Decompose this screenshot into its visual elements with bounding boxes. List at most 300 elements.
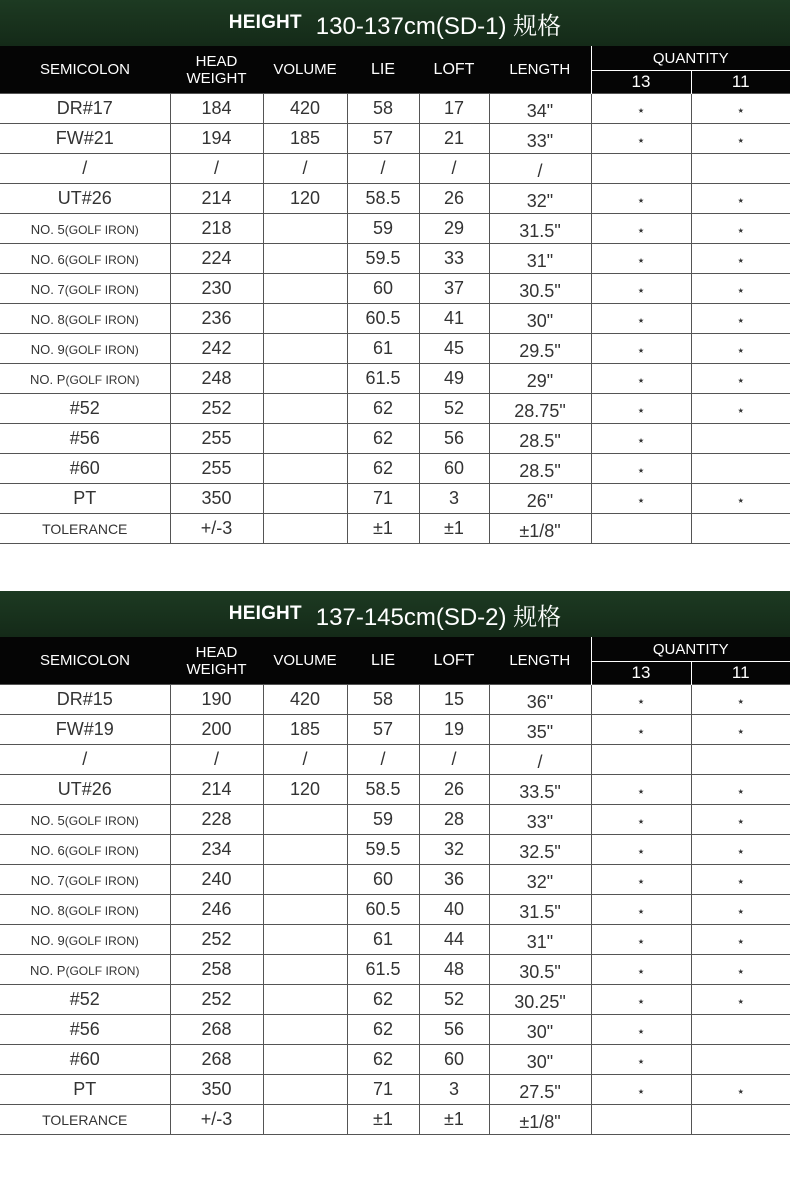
- head-weight-cell: 194: [170, 124, 263, 154]
- quantity-13-cell: ⋆: [591, 955, 691, 985]
- lie-cell: 62: [347, 1015, 419, 1045]
- club-note: (GOLF IRON): [64, 223, 139, 237]
- head-weight-cell: 268: [170, 1045, 263, 1075]
- loft-cell: 28: [419, 805, 489, 835]
- volume-cell: [263, 424, 347, 454]
- lie-cell: 61: [347, 925, 419, 955]
- length-cell: 30.25": [489, 985, 591, 1015]
- club-cell: [0, 1105, 170, 1135]
- header-semicolon: SEMICOLON: [0, 46, 170, 94]
- club-cell: [0, 304, 170, 334]
- head-weight-cell: 255: [170, 454, 263, 484]
- club-name: NO. 7: [30, 873, 65, 888]
- length-cell: ±1/8": [489, 1105, 591, 1135]
- length-cell: 36": [489, 685, 591, 715]
- club-cell: [0, 364, 170, 394]
- length-cell: /: [489, 154, 591, 184]
- quantity-13-cell: ⋆: [591, 484, 691, 514]
- loft-cell: 37: [419, 274, 489, 304]
- club-name: #52: [69, 989, 100, 1009]
- lie-cell: 61: [347, 334, 419, 364]
- header-quantity-13: 13: [591, 71, 691, 94]
- lie-cell: 71: [347, 484, 419, 514]
- head-weight-cell: 252: [170, 925, 263, 955]
- quantity-13-cell: ⋆: [591, 214, 691, 244]
- club-cell: [0, 334, 170, 364]
- quantity-11-cell: ⋆: [691, 775, 790, 805]
- club-cell: [0, 835, 170, 865]
- length-cell: 28.75": [489, 394, 591, 424]
- club-name: #60: [69, 1049, 100, 1069]
- club-name: NO. 8: [30, 312, 65, 327]
- quantity-13-cell: ⋆: [591, 424, 691, 454]
- quantity-11-cell: ⋆: [691, 835, 790, 865]
- quantity-11-cell: ⋆: [691, 1075, 790, 1105]
- volume-cell: [263, 394, 347, 424]
- quantity-11-cell: ⋆: [691, 124, 790, 154]
- quantity-13-cell: ⋆: [591, 274, 691, 304]
- loft-cell: 3: [419, 484, 489, 514]
- table-row: [0, 514, 790, 544]
- lie-cell: 57: [347, 715, 419, 745]
- loft-cell: 48: [419, 955, 489, 985]
- lie-cell: 71: [347, 1075, 419, 1105]
- header-quantity-13: 13: [591, 662, 691, 685]
- head-weight-cell: +/-3: [170, 514, 263, 544]
- quantity-13-cell: [591, 745, 691, 775]
- lie-cell: 62: [347, 985, 419, 1015]
- head-weight-cell: 242: [170, 334, 263, 364]
- quantity-11-cell: ⋆: [691, 394, 790, 424]
- length-cell: 26": [489, 484, 591, 514]
- height-range: 130-137cm(SD-1) 规格: [315, 12, 562, 40]
- table-row: [0, 454, 790, 484]
- quantity-11-cell: [691, 514, 790, 544]
- quantity-11-cell: [691, 1105, 790, 1135]
- quantity-11-cell: ⋆: [691, 214, 790, 244]
- length-cell: 30.5": [489, 274, 591, 304]
- lie-cell: 62: [347, 454, 419, 484]
- club-name: NO. 6: [30, 252, 65, 267]
- loft-cell: 3: [419, 1075, 489, 1105]
- club-name: NO. 9: [30, 933, 65, 948]
- club-cell: [0, 745, 170, 775]
- club-cell: [0, 424, 170, 454]
- length-cell: 28.5": [489, 424, 591, 454]
- volume-cell: [263, 895, 347, 925]
- lie-cell: 58.5: [347, 184, 419, 214]
- table-row: [0, 925, 790, 955]
- lie-cell: 60: [347, 274, 419, 304]
- head-weight-cell: 258: [170, 955, 263, 985]
- loft-cell: 52: [419, 985, 489, 1015]
- loft-cell: /: [419, 154, 489, 184]
- head-weight-cell: 268: [170, 1015, 263, 1045]
- quantity-13-cell: ⋆: [591, 364, 691, 394]
- quantity-11-cell: ⋆: [691, 94, 790, 124]
- head-weight-cell: 240: [170, 865, 263, 895]
- club-cell: [0, 454, 170, 484]
- table-row: [0, 424, 790, 454]
- volume-cell: [263, 484, 347, 514]
- club-cell: [0, 244, 170, 274]
- quantity-13-cell: ⋆: [591, 835, 691, 865]
- table-row: [0, 184, 790, 214]
- header-lie: LIE: [347, 637, 419, 685]
- lie-cell: 59: [347, 214, 419, 244]
- height-range: 137-145cm(SD-2) 规格: [315, 603, 562, 631]
- length-cell: /: [489, 745, 591, 775]
- header-head-weight: HEAD WEIGHT: [170, 637, 263, 685]
- head-weight-cell: 350: [170, 1075, 263, 1105]
- club-cell: [0, 214, 170, 244]
- quantity-13-cell: ⋆: [591, 1045, 691, 1075]
- quantity-11-cell: ⋆: [691, 865, 790, 895]
- quantity-13-cell: ⋆: [591, 685, 691, 715]
- header-volume: VOLUME: [263, 46, 347, 94]
- club-cell: [0, 94, 170, 124]
- quantity-11-cell: [691, 745, 790, 775]
- club-cell: [0, 514, 170, 544]
- length-cell: 32.5": [489, 835, 591, 865]
- club-name: NO. P: [30, 372, 66, 387]
- volume-cell: [263, 955, 347, 985]
- lie-cell: 60.5: [347, 895, 419, 925]
- header-length: LENGTH: [489, 637, 591, 685]
- quantity-11-cell: ⋆: [691, 985, 790, 1015]
- lie-cell: 61.5: [347, 955, 419, 985]
- lie-cell: /: [347, 154, 419, 184]
- quantity-13-cell: ⋆: [591, 184, 691, 214]
- club-cell: [0, 715, 170, 745]
- club-name: NO. 9: [30, 342, 65, 357]
- header-quantity: QUANTITY: [591, 637, 790, 662]
- club-name: FW#19: [55, 719, 114, 739]
- table-row: [0, 685, 790, 715]
- table-row: [0, 835, 790, 865]
- quantity-11-cell: [691, 454, 790, 484]
- lie-cell: 58.5: [347, 775, 419, 805]
- quantity-13-cell: ⋆: [591, 985, 691, 1015]
- length-cell: 29": [489, 364, 591, 394]
- club-name: NO. 6: [30, 843, 65, 858]
- club-name: NO. P: [30, 963, 66, 978]
- quantity-13-cell: ⋆: [591, 1015, 691, 1045]
- head-weight-cell: /: [170, 154, 263, 184]
- volume-cell: 120: [263, 775, 347, 805]
- volume-cell: [263, 514, 347, 544]
- quantity-13-cell: ⋆: [591, 895, 691, 925]
- table-row: [0, 304, 790, 334]
- loft-cell: 36: [419, 865, 489, 895]
- loft-cell: 19: [419, 715, 489, 745]
- club-note: (GOLF IRON): [64, 253, 139, 267]
- table-row: [0, 244, 790, 274]
- club-name: /: [82, 749, 88, 769]
- club-note: (GOLF IRON): [65, 964, 140, 978]
- header-lie: LIE: [347, 46, 419, 94]
- head-weight-cell: 190: [170, 685, 263, 715]
- spec-table-sd2: [0, 591, 790, 1135]
- table-row: [0, 364, 790, 394]
- header-length: LENGTH: [489, 46, 591, 94]
- head-weight-cell: 234: [170, 835, 263, 865]
- loft-cell: 41: [419, 304, 489, 334]
- club-name: TOLERANCE: [42, 1111, 128, 1128]
- table-row: [0, 274, 790, 304]
- table-row: [0, 955, 790, 985]
- table-row: [0, 94, 790, 124]
- club-cell: [0, 154, 170, 184]
- quantity-13-cell: [591, 1105, 691, 1135]
- club-name: DR#17: [56, 98, 113, 118]
- lie-cell: 60: [347, 865, 419, 895]
- loft-cell: 26: [419, 775, 489, 805]
- club-name: /: [82, 158, 88, 178]
- club-cell: [0, 1045, 170, 1075]
- quantity-11-cell: ⋆: [691, 244, 790, 274]
- club-cell: [0, 685, 170, 715]
- head-weight-cell: 200: [170, 715, 263, 745]
- loft-cell: /: [419, 745, 489, 775]
- length-cell: 34": [489, 94, 591, 124]
- head-weight-cell: 252: [170, 394, 263, 424]
- table-row: [0, 805, 790, 835]
- head-weight-cell: 252: [170, 985, 263, 1015]
- club-name: UT#26: [57, 779, 112, 799]
- table-row: [0, 745, 790, 775]
- lie-cell: ±1: [347, 514, 419, 544]
- length-cell: 30": [489, 1015, 591, 1045]
- length-cell: 33": [489, 805, 591, 835]
- club-note: (GOLF IRON): [64, 343, 139, 357]
- club-name: #52: [69, 398, 100, 418]
- head-weight-cell: 228: [170, 805, 263, 835]
- loft-cell: 32: [419, 835, 489, 865]
- table-row: [0, 775, 790, 805]
- header-semicolon: SEMICOLON: [0, 637, 170, 685]
- lie-cell: /: [347, 745, 419, 775]
- club-cell: [0, 394, 170, 424]
- spec-table: [0, 637, 790, 1135]
- length-cell: 35": [489, 715, 591, 745]
- volume-cell: [263, 334, 347, 364]
- header-volume: VOLUME: [263, 637, 347, 685]
- head-weight-cell: 214: [170, 775, 263, 805]
- volume-cell: 420: [263, 685, 347, 715]
- club-name: NO. 7: [30, 282, 65, 297]
- club-name: PT: [73, 488, 97, 508]
- club-name: FW#21: [55, 128, 114, 148]
- lie-cell: 59: [347, 805, 419, 835]
- length-cell: 32": [489, 865, 591, 895]
- loft-cell: ±1: [419, 1105, 489, 1135]
- head-weight-cell: 248: [170, 364, 263, 394]
- club-note: (GOLF IRON): [65, 373, 140, 387]
- head-weight-cell: /: [170, 745, 263, 775]
- length-cell: 30": [489, 1045, 591, 1075]
- club-name: #56: [69, 1019, 100, 1039]
- volume-cell: [263, 865, 347, 895]
- lie-cell: 60.5: [347, 304, 419, 334]
- length-cell: 31": [489, 244, 591, 274]
- loft-cell: 52: [419, 394, 489, 424]
- quantity-13-cell: ⋆: [591, 1075, 691, 1105]
- length-cell: 30.5": [489, 955, 591, 985]
- length-cell: 27.5": [489, 1075, 591, 1105]
- quantity-11-cell: ⋆: [691, 715, 790, 745]
- quantity-11-cell: [691, 154, 790, 184]
- volume-cell: [263, 1015, 347, 1045]
- loft-cell: 29: [419, 214, 489, 244]
- loft-cell: 15: [419, 685, 489, 715]
- table-row: [0, 1075, 790, 1105]
- volume-cell: [263, 805, 347, 835]
- quantity-11-cell: ⋆: [691, 895, 790, 925]
- header-quantity: QUANTITY: [591, 46, 790, 71]
- lie-cell: 62: [347, 424, 419, 454]
- volume-cell: [263, 214, 347, 244]
- lie-cell: 58: [347, 94, 419, 124]
- quantity-11-cell: [691, 1045, 790, 1075]
- loft-cell: 17: [419, 94, 489, 124]
- header-loft: LOFT: [419, 637, 489, 685]
- table-row: [0, 124, 790, 154]
- lie-cell: 59.5: [347, 835, 419, 865]
- lie-cell: 62: [347, 394, 419, 424]
- height-label: HEIGHT: [228, 12, 302, 33]
- header-quantity-11: 11: [691, 71, 790, 94]
- volume-cell: [263, 835, 347, 865]
- lie-cell: 62: [347, 1045, 419, 1075]
- volume-cell: [263, 274, 347, 304]
- quantity-13-cell: ⋆: [591, 805, 691, 835]
- table-row: [0, 214, 790, 244]
- club-cell: [0, 1075, 170, 1105]
- club-cell: [0, 184, 170, 214]
- loft-cell: 56: [419, 1015, 489, 1045]
- club-name: NO. 5: [30, 813, 65, 828]
- head-weight-cell: 224: [170, 244, 263, 274]
- quantity-13-cell: [591, 154, 691, 184]
- loft-cell: 56: [419, 424, 489, 454]
- quantity-13-cell: [591, 514, 691, 544]
- club-name: NO. 8: [30, 903, 65, 918]
- table-row: [0, 985, 790, 1015]
- length-cell: 31.5": [489, 214, 591, 244]
- club-cell: [0, 805, 170, 835]
- volume-cell: [263, 985, 347, 1015]
- loft-cell: 21: [419, 124, 489, 154]
- table-row: [0, 484, 790, 514]
- header-head-weight: HEAD WEIGHT: [170, 46, 263, 94]
- quantity-13-cell: ⋆: [591, 304, 691, 334]
- volume-cell: [263, 1045, 347, 1075]
- length-cell: 29.5": [489, 334, 591, 364]
- quantity-11-cell: ⋆: [691, 334, 790, 364]
- club-cell: [0, 955, 170, 985]
- club-cell: [0, 274, 170, 304]
- loft-cell: ±1: [419, 514, 489, 544]
- volume-cell: [263, 304, 347, 334]
- club-cell: [0, 124, 170, 154]
- head-weight-cell: 246: [170, 895, 263, 925]
- length-cell: 31.5": [489, 895, 591, 925]
- club-note: (GOLF IRON): [64, 934, 139, 948]
- club-note: (GOLF IRON): [64, 874, 139, 888]
- quantity-13-cell: ⋆: [591, 775, 691, 805]
- loft-cell: 60: [419, 454, 489, 484]
- length-cell: 28.5": [489, 454, 591, 484]
- table-row: [0, 865, 790, 895]
- club-cell: [0, 484, 170, 514]
- table-row: [0, 895, 790, 925]
- quantity-11-cell: [691, 1015, 790, 1045]
- quantity-13-cell: ⋆: [591, 124, 691, 154]
- loft-cell: 40: [419, 895, 489, 925]
- volume-cell: [263, 925, 347, 955]
- length-cell: 33.5": [489, 775, 591, 805]
- volume-cell: /: [263, 154, 347, 184]
- header-quantity-11: 11: [691, 662, 790, 685]
- quantity-13-cell: ⋆: [591, 244, 691, 274]
- club-name: NO. 5: [30, 222, 65, 237]
- club-cell: [0, 895, 170, 925]
- club-cell: [0, 775, 170, 805]
- height-title-bar: [0, 0, 790, 46]
- head-weight-cell: 184: [170, 94, 263, 124]
- lie-cell: 58: [347, 685, 419, 715]
- volume-cell: 420: [263, 94, 347, 124]
- quantity-11-cell: ⋆: [691, 805, 790, 835]
- club-cell: [0, 865, 170, 895]
- table-row: [0, 1105, 790, 1135]
- club-note: (GOLF IRON): [64, 904, 139, 918]
- club-name: PT: [73, 1079, 97, 1099]
- lie-cell: 59.5: [347, 244, 419, 274]
- club-name: DR#15: [56, 689, 113, 709]
- head-weight-cell: 236: [170, 304, 263, 334]
- head-weight-cell: 230: [170, 274, 263, 304]
- volume-cell: [263, 1075, 347, 1105]
- table-row: [0, 1045, 790, 1075]
- loft-cell: 33: [419, 244, 489, 274]
- head-weight-cell: 218: [170, 214, 263, 244]
- quantity-13-cell: ⋆: [591, 865, 691, 895]
- club-cell: [0, 1015, 170, 1045]
- table-row: [0, 1015, 790, 1045]
- spec-table-sd1: [0, 0, 790, 544]
- quantity-11-cell: ⋆: [691, 274, 790, 304]
- club-name: TOLERANCE: [42, 520, 128, 537]
- loft-cell: 44: [419, 925, 489, 955]
- table-row: [0, 334, 790, 364]
- length-cell: 30": [489, 304, 591, 334]
- club-note: (GOLF IRON): [64, 814, 139, 828]
- quantity-11-cell: ⋆: [691, 304, 790, 334]
- volume-cell: 120: [263, 184, 347, 214]
- loft-cell: 45: [419, 334, 489, 364]
- head-weight-cell: 214: [170, 184, 263, 214]
- quantity-13-cell: ⋆: [591, 94, 691, 124]
- quantity-13-cell: ⋆: [591, 925, 691, 955]
- quantity-11-cell: ⋆: [691, 184, 790, 214]
- club-note: (GOLF IRON): [64, 313, 139, 327]
- volume-cell: [263, 364, 347, 394]
- quantity-13-cell: ⋆: [591, 454, 691, 484]
- spec-table: [0, 46, 790, 544]
- length-cell: ±1/8": [489, 514, 591, 544]
